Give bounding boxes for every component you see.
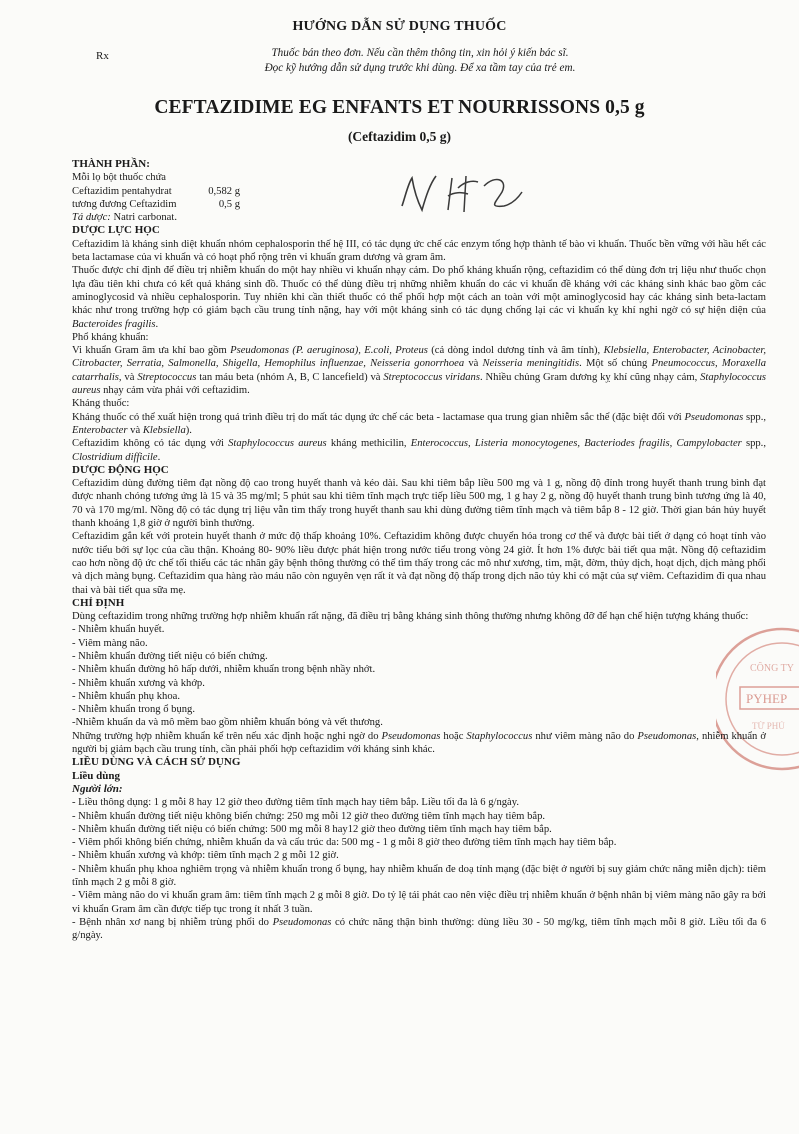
- dosage-section: [72, 756, 766, 942]
- italic-run: Staphylococcus: [466, 730, 533, 742]
- text-run: .: [155, 318, 159, 330]
- text-run: , và: [118, 371, 138, 383]
- text-run: Vi khuẩn Gram âm ưa khí bao gồm: [72, 345, 231, 357]
- text-run: và: [127, 424, 143, 436]
- text-run: Kháng thuốc có thể xuất hiện trong quá trình điều trị do mất tác dụng ức chế các beta - lactamase qua trung gian nhiễm sắc thể (đặc biệt đối với: [72, 411, 685, 423]
- italic-run: Neisseria meningitidis: [482, 358, 580, 370]
- text-run: Ceftazidim không có tác dụng với: [72, 438, 229, 450]
- composition-label: Ceftazidim pentahydrat: [72, 185, 172, 197]
- pharmacokinetics-paragraph: Ceftazidim gắn kết với protein huyết thanh ở mức độ thấp khoảng 10%. Ceftazidim không được chuyển hóa trong cơ thể và được bài tiết ở dạng có hoạt tính vào nước tiểu bởi sự lọc của cầu thận. Khoảng 80- 90% liều được phát hiện trong nước tiểu trong vòng 24 giờ. Ít hơn 1% được bài tiết qua mật. Nồng độ ceftazidim cao hơn nồng độ ức chế tối thiểu các tác nhân gây bệnh thông thường có thể tìm thấy trong các mô như xương, tim, mật, đờm, thủy dịch, hoạt dịch, dịch màng phổi và dịch màng bụng. Ceftazidim qua hàng rào máu não còn nguyên vẹn rất ít và đạt nồng độ thấp trong dịch não tủy khi có mặt của sự viêm. Ceftazidim đi qua nhau thai và bài tiết qua sữa mẹ.: [72, 531, 766, 596]
- list-item: - Nhiễm khuẩn đường hô hấp dưới, nhiễm khuẩn trong bệnh nhầy nhớt.: [72, 664, 376, 676]
- list-item: - Nhiễm khuẩn trong ổ bụng.: [72, 704, 195, 716]
- intro-notice: [200, 46, 640, 76]
- composition-section: [72, 158, 766, 224]
- text-run: spp.,: [741, 438, 766, 450]
- spectrum-paragraph: [72, 344, 766, 397]
- pharmacodynamics-paragraph: Ceftazidim là kháng sinh diệt khuẩn nhóm cephalosporin thế hệ III, có tác dụng ức chế các enzym tổng hợp thành tế bào vi khuẩn. Thuốc bền vững với hầu hết các beta lactamase của vi khuẩn và có hoạt phổ rộng trên vi khuẩn gram dương và gram âm.: [72, 238, 766, 264]
- italic-run: Pseudomonas: [637, 730, 697, 742]
- italic-run: Pseudomonas: [684, 411, 744, 423]
- dosage-line: - Liều thông dụng: 1 g mỗi 8 hay 12 giờ theo đường tiêm tĩnh mạch hay tiêm bắp. Liều tối đa là 6 g/ngày.: [72, 797, 519, 809]
- text-run: .: [157, 451, 161, 463]
- no-effect-paragraph: [72, 437, 766, 464]
- text-run: . Nhiều chủng Gram dương kỵ khí cũng nhạy cảm,: [479, 371, 701, 383]
- italic-run: Pseudomonas (P. aeruginosa), E.coli, Proteus: [230, 345, 428, 357]
- dosage-line: - Nhiễm khuẩn đường tiết niệu không biến chứng: 250 mg mỗi 12 giờ theo đường tiêm tĩnh mạch hay tiêm bắp.: [72, 810, 546, 822]
- text-run: và: [464, 358, 483, 370]
- text-run: nhạy cảm vừa phải với ceftazidim.: [100, 385, 250, 397]
- pharmacodynamics-heading: DƯỢC LỰC HỌC: [72, 224, 160, 237]
- product-subtitle: (Ceftazidim 0,5 g): [347, 129, 452, 144]
- italic-run: Clostridium difficile: [72, 451, 158, 463]
- list-item: - Nhiễm khuẩn phụ khoa.: [72, 690, 180, 702]
- italic-run: Klebsiella, Enterobacter, Acinobacter, Citrobacter, Serratia, Salmonella, Shigella, Hemophilus influenzae, Neisseria gonorrhoea: [72, 345, 766, 370]
- text-run: spp.,: [743, 411, 766, 423]
- adult-label: Người lớn:: [72, 782, 123, 795]
- text-run: - Bệnh nhân xơ nang bị nhiễm trùng phổi do: [72, 916, 273, 928]
- indications-section: [72, 597, 766, 757]
- excipient-value: Natri carbonat.: [110, 212, 177, 224]
- intro-line-1: Thuốc bán theo đơn. Nếu cần thêm thông tin, xin hỏi ý kiến bác sĩ.: [271, 47, 569, 59]
- indications-heading: CHỈ ĐỊNH: [72, 596, 125, 609]
- italic-run: Streptococcus: [137, 371, 197, 383]
- pharmacokinetics-paragraph: Ceftazidim dùng đường tiêm đạt nồng độ cao trong huyết thanh và kéo dài. Sau khi tiêm bắp liều 500 mg và 1 g, nồng độ đỉnh trong huyết thanh trung bình đạt được nhanh chóng tương ứng là 15 và 35 mg/ml; 5 phút sau khi tiêm tĩnh mạch trực tiếp liều 500 mg, 1 g hay 2 g, nồng độ huyết thanh trung bình tương ứng là 40, 70 và 170 mg/ml. Nồng độ có tác dụng trị liệu vẫn tìm thấy trong huyết thanh sau khi dùng đường tiêm tĩnh mạch và tiêm bắp 8 - 12 giờ. Thời gian bán hủy huyết thanh khoảng 1,8 giờ ở người bình thường.: [72, 478, 766, 530]
- italic-run: Pneumococcus, Moraxella catarrhalis: [72, 358, 766, 383]
- text-run: như viêm màng não do: [532, 730, 638, 742]
- text-run: có chức năng thận bình thường: dùng liều 30 - 50 mg/kg, tiêm tĩnh mạch mỗi 8 giờ. Liều tối đa 6 g/ngày.: [72, 916, 766, 942]
- dosage-line: - Viêm màng não do vi khuẩn gram âm: tiêm tĩnh mạch 2 g mỗi 8 giờ. Do tỷ lệ tái phát cao nên việc điều trị nhiễm khuẩn ở bệnh nhân bị viêm màng não gây ra bởi vi khuẩn Gram âm cần được tiếp tục trong ít nhất 3 tuần.: [72, 890, 766, 915]
- intro-line-2: Đọc kỹ hướng dẫn sử dụng trước khi dùng. Để xa tầm tay của trẻ em.: [264, 62, 576, 74]
- dosage-heading: LIỀU DÙNG VÀ CÁCH SỬ DỤNG: [72, 756, 241, 769]
- product-title: CEFTAZIDIME EG ENFANTS ET NOURRISSONS 0,5 g: [154, 97, 645, 118]
- italic-run: Bacteroides fragilis: [72, 318, 156, 330]
- italic-run: Enterobacter: [72, 424, 128, 436]
- dosage-line: - Nhiễm khuẩn xương và khớp: tiêm tĩnh mạch 2 g mỗi 12 giờ.: [72, 850, 339, 862]
- text-run: , nhiễm khuẩn ở người bị giảm bạch cầu trung tính, cần phải phối hợp ceftazidim với kháng sinh khác.: [72, 730, 766, 756]
- pharmacodynamics-section: [72, 224, 766, 463]
- text-run: ).: [185, 424, 192, 436]
- resistance-paragraph: [72, 411, 766, 438]
- composition-intro: Mỗi lọ bột thuốc chứa: [72, 172, 167, 184]
- resistance-label: Kháng thuốc:: [72, 398, 130, 410]
- composition-heading: THÀNH PHẦN:: [72, 158, 150, 170]
- list-item: - Nhiễm khuẩn đường tiết niệu có biến chứng.: [72, 650, 268, 662]
- list-item: -Nhiễm khuẩn da và mô mềm bao gồm nhiễm khuẩn bỏng và vết thương.: [72, 717, 383, 729]
- italic-run: Staphylococcus aureus: [228, 438, 327, 450]
- list-item: - Nhiễm khuẩn huyết.: [72, 624, 165, 636]
- composition-row: [72, 185, 766, 198]
- svg-text:TỪ PHÚ: TỪ PHÚ: [752, 721, 785, 731]
- pharmacodynamics-paragraph: [72, 264, 766, 330]
- excipient-line: [72, 211, 766, 224]
- dosage-line: - Viêm phổi không biến chứng, nhiễm khuẩn da và cấu trúc da: 500 mg - 1 g mỗi 8 giờ theo đường tiêm tĩnh mạch hay tiêm bắp.: [72, 837, 617, 849]
- indications-note: [72, 730, 766, 757]
- dosage-line: [72, 916, 766, 943]
- italic-run: Enterococcus, Listeria monocytogenes, Bacteriodes fragilis, Campylobacter: [410, 438, 742, 450]
- list-item: - Viêm màng não.: [72, 637, 148, 649]
- italic-run: Pseudomonas: [381, 730, 441, 742]
- italic-run: Klebsiella: [142, 424, 186, 436]
- italic-run: Staphylococcus aureus: [72, 371, 767, 397]
- text-run: Thuốc được chỉ định để điều trị nhiễm khuẩn do một hay nhiều vi khuẩn nhạy cảm. Do phổ kháng khuẩn rộng, ceftazidim có thể dùng đơn trị liệu như thuốc chọn lựa đầu tiên khi chưa có kết quả kháng sinh đồ. Thuốc có thể dùng điều trị những nhiễm khuẩn do các vi khuẩn đề kháng với các kháng sinh khác bao gồm các aminoglycosid và nhiều cephalosporin. Tuy nhiên khi cần thiết thuốc có thể phối hợp một cách an toàn với một aminoglycosid hay các kháng sinh beta-lactam khác như trong trường hợp có giảm bạch cầu trung tính nặng, hay với một kháng sinh có tác dụng chống lại các vi khuẩn kỵ khí nghi ngờ có sự hiện diện của: [72, 265, 766, 317]
- svg-text:CÔNG TY: CÔNG TY: [750, 663, 794, 674]
- rx-label: Rx: [96, 50, 109, 62]
- excipient-label: Tá dược:: [72, 212, 111, 224]
- pharmacokinetics-section: [72, 464, 766, 597]
- composition-value: 0,582 g: [208, 185, 240, 197]
- document-body: [72, 158, 766, 943]
- text-run: hoặc: [440, 730, 467, 742]
- composition-row: [72, 198, 766, 211]
- list-item: - Nhiễm khuẩn xương và khớp.: [72, 677, 205, 689]
- dosage-subheading: Liều dùng: [72, 769, 120, 782]
- indications-intro: Dùng ceftazidim trong những trường hợp nhiễm khuẩn rất nặng, đã điều trị bằng kháng sinh thông thường nhưng không đỡ để hạn chế hiện tượng kháng thuốc:: [72, 611, 749, 623]
- dosage-line: - Nhiễm khuẩn đường tiết niệu có biến chứng: 500 mg mỗi 8 hay12 giờ theo đường tiêm tĩnh mạch hay tiêm bắp.: [72, 823, 552, 835]
- composition-value: 0,5 g: [218, 198, 240, 210]
- italic-run: Streptococcus viridans: [383, 371, 480, 383]
- svg-text:PYHEP: PYHEP: [746, 691, 788, 706]
- text-run: tan máu beta (nhóm A, B, C lancefield) và: [196, 371, 384, 383]
- dosage-line: - Nhiễm khuẩn phụ khoa nghiêm trọng và nhiễm khuẩn trong ổ bụng, hay nhiễm khuẩn đe doạ tính mạng (đặc biệt ở người bị suy giảm chức năng miễn dịch): tiêm tĩnh mạch 2 g mỗi 8 giờ.: [72, 863, 766, 889]
- text-run: (cả dòng indol dương tính và âm tính),: [427, 345, 604, 357]
- text-run: Những trường hợp nhiễm khuẩn kể trên nếu xác định hoặc nghi ngờ do: [72, 730, 382, 742]
- italic-run: Pseudomonas: [272, 916, 332, 928]
- text-run: kháng methicilin,: [326, 438, 411, 450]
- pharmacokinetics-heading: DƯỢC ĐỘNG HỌC: [72, 463, 169, 476]
- composition-label: tương đương Ceftazidim: [72, 198, 177, 210]
- document-header: HƯỚNG DẪN SỬ DỤNG THUỐC: [292, 19, 507, 34]
- text-run: . Một số chủng: [579, 358, 652, 370]
- spectrum-label: Phổ kháng khuẩn:: [72, 331, 149, 343]
